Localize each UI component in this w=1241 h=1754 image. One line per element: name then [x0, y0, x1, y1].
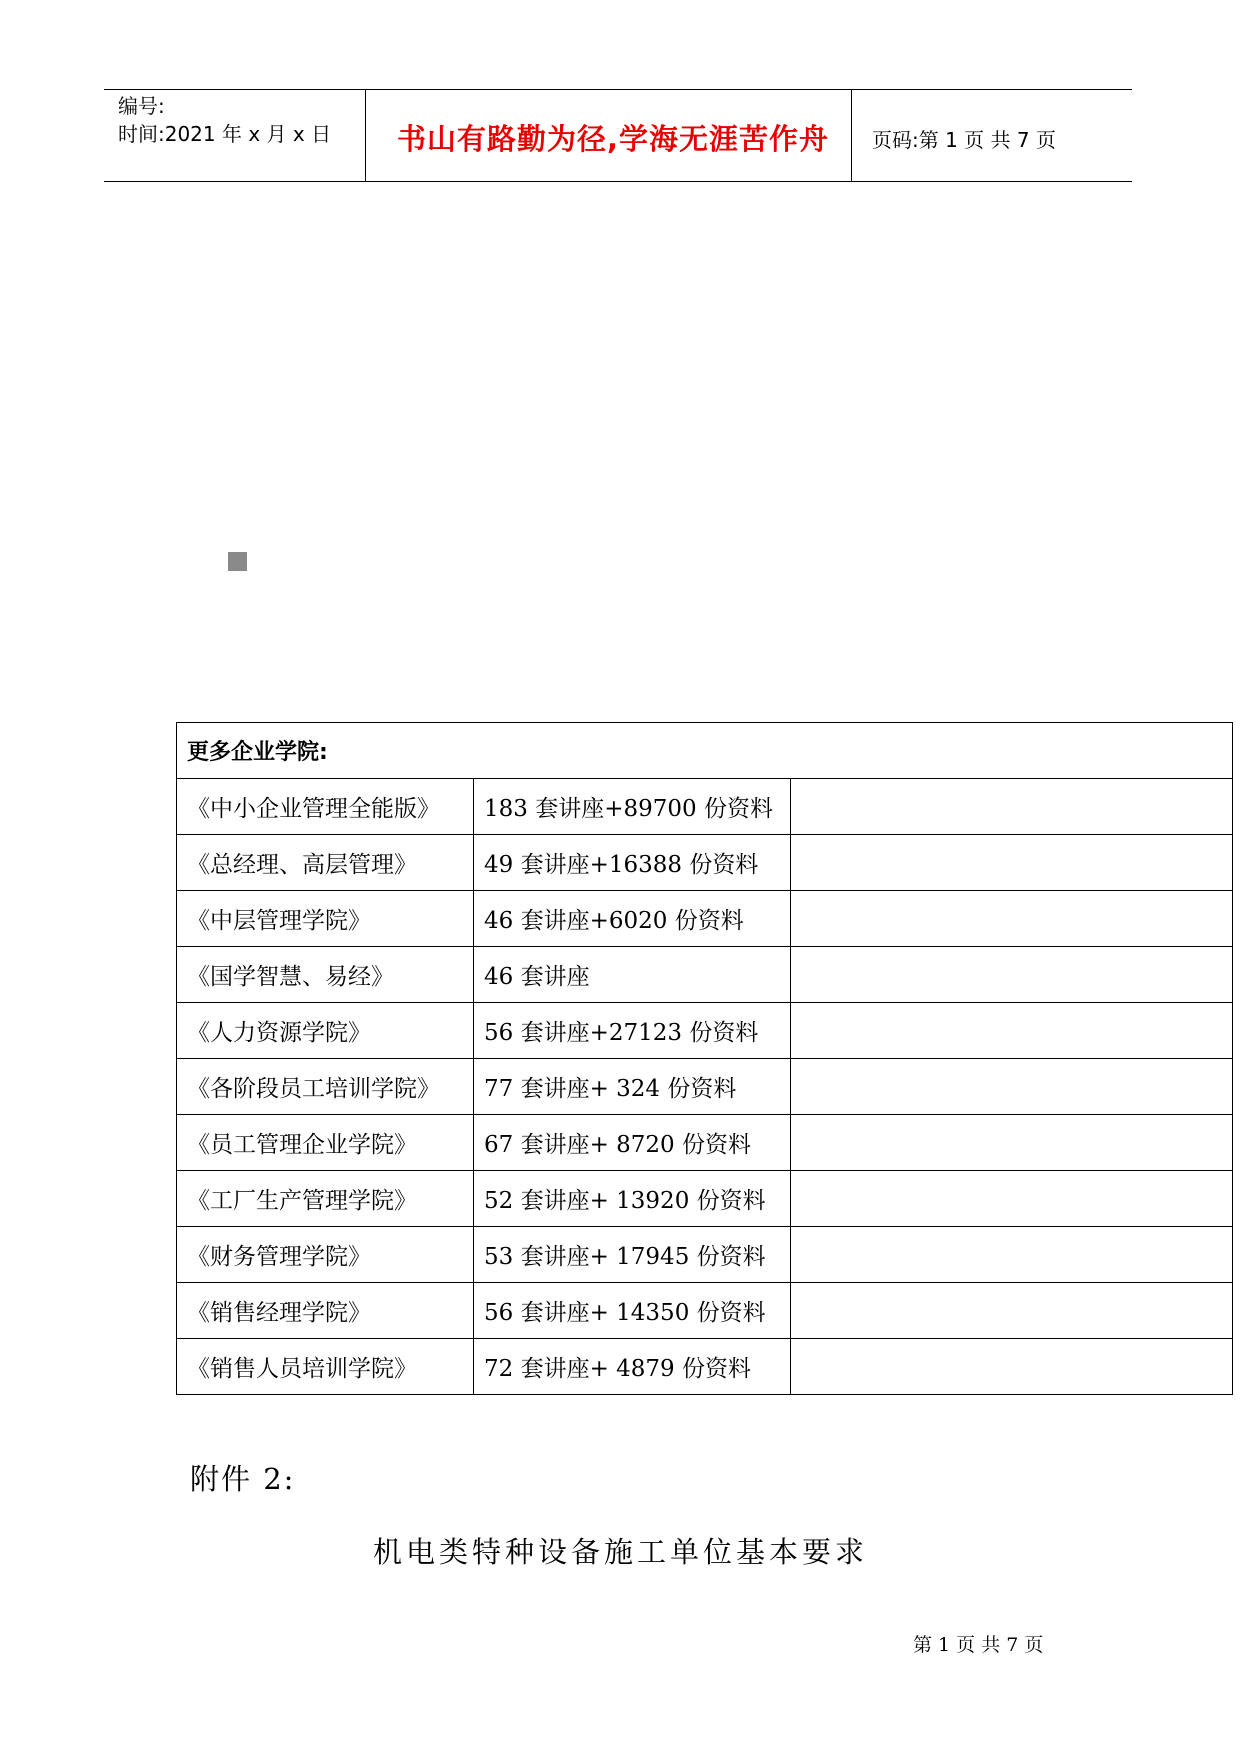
course-name-cell: 《销售经理学院》	[177, 1283, 474, 1339]
table-row	[177, 1339, 1233, 1395]
course-name-cell: 《工厂生产管理学院》	[177, 1171, 474, 1227]
attachment-label: 附件 2:	[190, 1462, 296, 1496]
course-content-cell: 56 套讲座+ 14350 份资料	[474, 1283, 791, 1339]
course-extra-cell	[791, 891, 1233, 947]
course-extra-cell	[791, 1227, 1233, 1283]
document-title: 机电类特种设备施工单位基本要求	[372, 1535, 868, 1569]
header-bottom-rule	[104, 181, 1132, 182]
course-content-cell: 49 套讲座+16388 份资料	[474, 835, 791, 891]
course-extra-cell	[791, 779, 1233, 835]
course-extra-cell	[791, 1059, 1233, 1115]
course-extra-cell	[791, 835, 1233, 891]
course-content-cell: 77 套讲座+ 324 份资料	[474, 1059, 791, 1115]
course-content-cell: 67 套讲座+ 8720 份资料	[474, 1115, 791, 1171]
course-content-cell: 53 套讲座+ 17945 份资料	[474, 1227, 791, 1283]
course-extra-cell	[791, 1171, 1233, 1227]
table-row	[177, 1283, 1233, 1339]
course-name-cell: 《中小企业管理全能版》	[177, 779, 474, 835]
course-content-cell: 46 套讲座	[474, 947, 791, 1003]
course-extra-cell	[791, 1003, 1233, 1059]
course-content-cell: 56 套讲座+27123 份资料	[474, 1003, 791, 1059]
table-header-row	[177, 723, 1233, 779]
header-top-rule	[104, 89, 1132, 90]
course-name-cell: 《人力资源学院》	[177, 1003, 474, 1059]
course-name-cell: 《财务管理学院》	[177, 1227, 474, 1283]
table-row	[177, 1227, 1233, 1283]
course-name-cell: 《总经理、高层管理》	[177, 835, 474, 891]
table-row	[177, 1059, 1233, 1115]
table-row	[177, 947, 1233, 1003]
header-motto: 书山有路勤为径,学海无涯苦作舟	[396, 122, 830, 156]
table-row	[177, 835, 1233, 891]
academy-table	[176, 722, 1233, 1395]
course-extra-cell	[791, 1115, 1233, 1171]
course-extra-cell	[791, 947, 1233, 1003]
course-name-cell: 《各阶段员工培训学院》	[177, 1059, 474, 1115]
header-divider-left	[365, 89, 366, 182]
course-content-cell: 72 套讲座+ 4879 份资料	[474, 1339, 791, 1395]
course-content-cell: 46 套讲座+6020 份资料	[474, 891, 791, 947]
course-name-cell: 《销售人员培训学院》	[177, 1339, 474, 1395]
table-row	[177, 1115, 1233, 1171]
table-row	[177, 1003, 1233, 1059]
header-meta	[118, 92, 331, 148]
table-row	[177, 779, 1233, 835]
number-label: 编号:	[118, 94, 165, 118]
image-placeholder-icon	[228, 552, 247, 571]
header-page-label: 页码:第 1 页 共 7 页	[872, 128, 1056, 152]
table-row	[177, 1171, 1233, 1227]
time-label: 时间:2021 年 x 月 x 日	[118, 122, 332, 146]
table-title: 更多企业学院:	[177, 723, 1233, 779]
course-name-cell: 《国学智慧、易经》	[177, 947, 474, 1003]
course-content-cell: 183 套讲座+89700 份资料	[474, 779, 791, 835]
course-content-cell: 52 套讲座+ 13920 份资料	[474, 1171, 791, 1227]
course-name-cell: 《员工管理企业学院》	[177, 1115, 474, 1171]
course-extra-cell	[791, 1339, 1233, 1395]
course-name-cell: 《中层管理学院》	[177, 891, 474, 947]
course-extra-cell	[791, 1283, 1233, 1339]
table-row	[177, 891, 1233, 947]
page-footer: 第 1 页 共 7 页	[913, 1634, 1044, 1656]
